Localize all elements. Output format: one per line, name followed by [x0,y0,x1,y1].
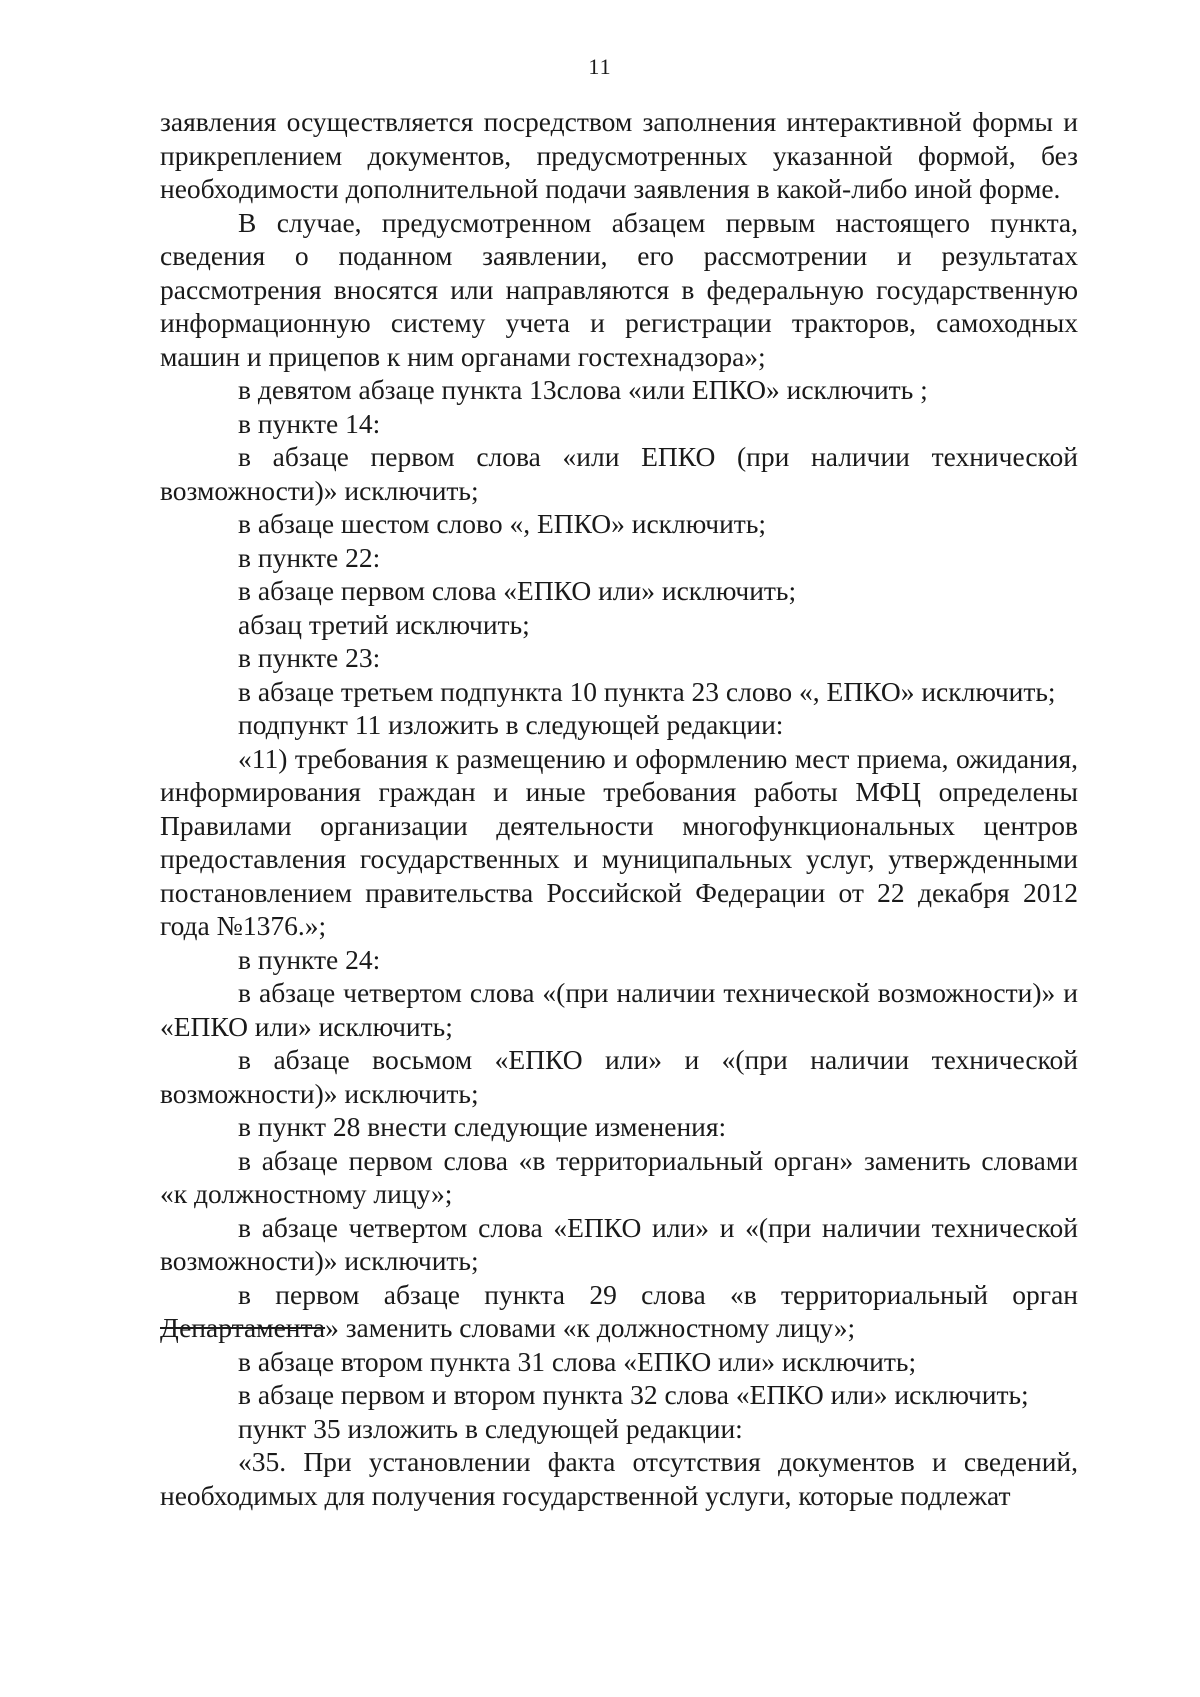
paragraph: абзац третий исключить; [238,608,530,640]
paragraph: в пункте 24: [238,943,381,975]
paragraph: подпункт 11 изложить в следующей редакции: [238,709,784,740]
paragraph: В случае, предусмотренном абзацем первым настоящего пункта, сведения о поданном заявлении, его рассмотрении и результатах рассмотрения вносятся или направляются в федеральную государственную информационную систему учета и регистрации тракторов, самоходных машин и прицепов к ним органами гостехнадзора»; [160,206,1078,372]
paragraph: в пункте 23: [238,642,381,673]
paragraph: заявления осуществляется посредством заполнения интерактивной формы и прикреплением документов, предусмотренных указанной формой, без необходимости дополнительной подачи заявления в какой-либо иной форме. [160,106,1078,204]
paragraph: «35. При установлении факта отсутствия документов и сведений, необходимых для получения государственной услуги, которые подлежат [160,1446,1078,1511]
paragraph: в абзаце восьмом «ЕПКО или» и «(при наличии технической возможности)» исключить; [160,1044,1078,1109]
paragraph: в абзаце втором пункта 31 слова «ЕПКО или» исключить; [238,1345,917,1377]
struck-word: Департамента [160,1312,326,1343]
page-number: 11 [588,54,612,79]
paragraph: в абзаце первом слова «ЕПКО или» исключить; [238,575,797,606]
paragraph-with-strikethrough [160,1278,1078,1345]
paragraph: в абзаце шестом слово «, ЕПКО» исключить; [238,508,767,539]
paragraph-text-before: в первом абзаце пункта 29 слова «в территориальный орган [238,1278,1078,1310]
paragraph: в абзаце третьем подпункта 10 пункта 23 слово «, ЕПКО» исключить; [238,675,1056,707]
paragraph: в абзаце четвертом слова «(при наличии технической возможности)» и «ЕПКО или» исключить; [160,977,1078,1042]
paragraph: в пункте 22: [238,541,381,573]
paragraph: в девятом абзаце пункта 13слова «или ЕПКО» исключить ; [238,374,928,405]
paragraph-text-after: » заменить словами «к должностному лицу»; [325,1312,856,1343]
paragraph: в абзаце первом слова «в территориальный орган» заменить словами «к должностному лицу»; [160,1144,1078,1209]
paragraph: пункт 35 изложить в следующей редакции: [238,1412,743,1444]
paragraph: в пункте 14: [238,407,381,439]
paragraph: в абзаце первом слова «или ЕПКО (при наличии технической возможности)» исключить; [160,441,1078,506]
document-body [160,105,1078,1512]
paragraph: в пункт 28 внести следующие изменения: [238,1111,727,1142]
paragraph: «11) требования к размещению и оформлению мест приема, ожидания, информирования граждан и иные требования работы МФЦ определены Правилами организации деятельности многофункциональных центров предоставления государственных и муниципальных услуг, утвержденными постановлением правительства Российской Федерации от 22 декабря 2012 года №1376.»; [160,742,1078,941]
paragraph: в абзаце первом и втором пункта 32 слова «ЕПКО или» исключить; [238,1379,1029,1410]
paragraph: в абзаце четвертом слова «ЕПКО или» и «(при наличии технической возможности)» исключить; [160,1211,1078,1276]
